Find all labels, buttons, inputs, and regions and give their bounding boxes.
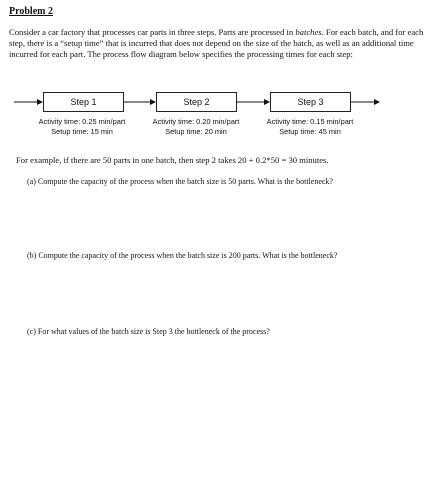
step-2-info: [137, 117, 255, 136]
step-3-setup-time: Setup time: 45 min: [279, 126, 341, 136]
intro-text-1: Consider a car factory that processes car parts in three steps. Parts are processed in: [9, 27, 296, 37]
intro-emphasis: batches: [295, 27, 322, 37]
intro-text-2: . For each batch, and for each step, there is a “setup time” that is incurred that does not depend on the size of the batch, as well as an additional time incurred for each part. The process flow diagram below specifies the processing times for each step:: [9, 27, 424, 59]
question-c: (c) For what values of the batch size is Step 3 the bottleneck of the process?: [27, 327, 270, 336]
step-1-info: [23, 117, 141, 136]
step-3-info: [251, 117, 369, 136]
step-1-box: [43, 92, 124, 112]
step-1-label: Step 1: [70, 97, 97, 107]
step-1-activity-time: Activity time: 0.25 min/part: [38, 117, 126, 126]
step-3-label: Step 3: [297, 97, 324, 107]
step-3-box: [270, 92, 351, 112]
problem-title: Problem 2: [9, 6, 53, 17]
question-b: (b) Compute the capacity of the process when the batch size is 200 parts. What is the bottleneck?: [27, 251, 338, 260]
step-2-activity-time: Activity time: 0.20 min/part: [152, 117, 240, 126]
process-flow-diagram: [0, 86, 434, 142]
step-3-activity-time: Activity time: 0.15 min/part: [266, 117, 354, 126]
step-2-box: [156, 92, 237, 112]
step-2-label: Step 2: [183, 97, 210, 107]
step-2-setup-time: Setup time: 20 min: [165, 126, 227, 136]
problem-intro: [9, 27, 424, 60]
step-1-setup-time: Setup time: 15 min: [51, 126, 113, 136]
example-text: For example, if there are 50 parts in one batch, then step 2 takes 20 + 0.2*50 = 30 minutes.: [16, 155, 329, 165]
question-a: (a) Compute the capacity of the process when the batch size is 50 parts. What is the bottleneck?: [27, 177, 333, 186]
